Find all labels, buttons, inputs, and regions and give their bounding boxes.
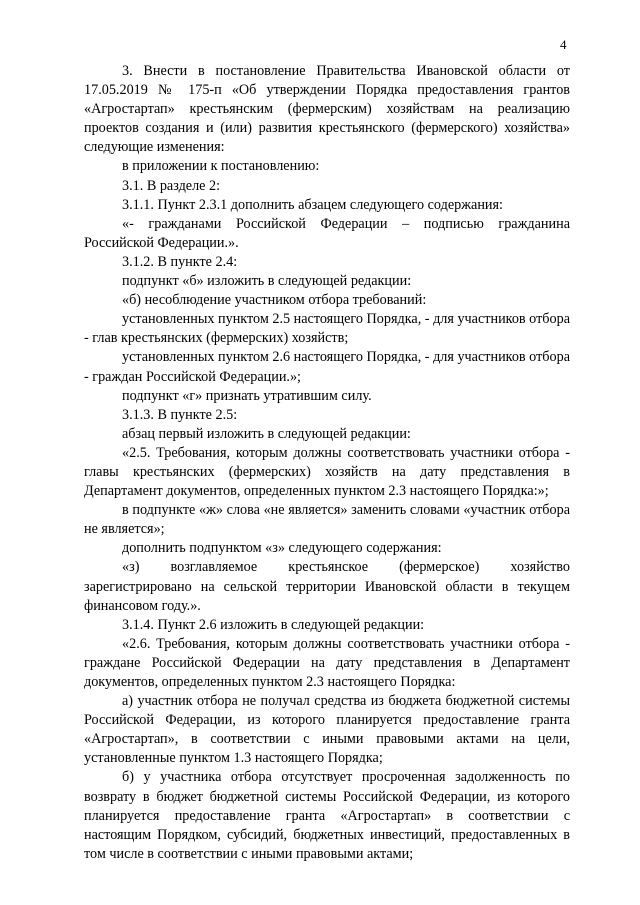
paragraph: подпункт «б» изложить в следующей редакции: (122, 273, 412, 290)
paragraph: в подпункте «ж» слова «не является» заменить словами «участник отбора не является»; (84, 502, 570, 538)
paragraph: «2.6. Требования, которым должны соответствовать участники отбора - граждане Российской Федерации на дату представления в Департамент документов, определенных пунктом 2.3 настоящего Порядка: (84, 635, 570, 690)
paragraph: а) участник отбора не получал средства из бюджета бюджетной системы Российской Федерации, из которого планируется предоставление гранта «Агростартап», в соответствии с иными правовыми актами на цели, установленные пунктом 1.3 настоящего Порядка; (84, 693, 570, 767)
paragraph: установленных пунктом 2.6 настоящего Порядка, - для участников отбора - граждан Российской Федерации.»; (84, 349, 570, 385)
paragraph: «б) несоблюдение участником отбора требований: (122, 292, 427, 309)
paragraph: абзац первый изложить в следующей редакции: (122, 425, 411, 442)
paragraph: «2.5. Требования, которым должны соответствовать участники отбора - главы крестьянских (фермерских) хозяйств на дату представления в Департамент документов, определенных пунктом 2.3 настоящего Порядка:»; (84, 444, 570, 500)
document-body (84, 62, 570, 864)
paragraph: 3.1.1. Пункт 2.3.1 дополнить абзацем следующего содержания: (122, 196, 503, 213)
paragraph: 3.1.3. В пункте 2.5: (122, 406, 238, 423)
page-number: 4 (560, 37, 567, 52)
paragraph: «- гражданами Российской Федерации – подписью гражданина Российской Федерации.». (84, 215, 570, 251)
paragraph: 3. Внести в постановление Правительства Ивановской области от 17.05.2019 № 175-п «Об утверждении Порядка предоставления грантов «Агростартап» крестьянским (фермерским) хозяйствам на реализацию проектов создания и (или) развития крестьянского (фермерского) хозяйства» следующие изменения: (84, 63, 570, 156)
paragraph: 3.1.4. Пункт 2.6 изложить в следующей редакции: (122, 616, 425, 633)
paragraph: дополнить подпунктом «з» следующего содержания: (122, 540, 442, 557)
paragraph: 3.1. В разделе 2: (122, 177, 221, 194)
paragraph: подпункт «г» признать утратившим силу. (122, 387, 372, 404)
paragraph: установленных пунктом 2.5 настоящего Порядка, - для участников отбора - глав крестьянских (фермерских) хозяйств; (84, 311, 570, 347)
paragraph: 3.1.2. В пункте 2.4: (122, 253, 238, 270)
paragraph: «з) возглавляемое крестьянское (фермерское) хозяйство зарегистрировано на сельской территории Ивановской области в текущем финансовом году.». (84, 559, 570, 614)
paragraph: б) у участника отбора отсутствует просроченная задолженность по возврату в бюджет бюджетной системы Российской Федерации, из которого планируется предоставление гранта «Агростартап» в соответствии с настоящим Порядком, субсидий, бюджетных инвестиций, предоставленных в том числе в соответствии с иными правовыми актами; (84, 769, 570, 862)
paragraph: в приложении к постановлению: (122, 158, 320, 175)
